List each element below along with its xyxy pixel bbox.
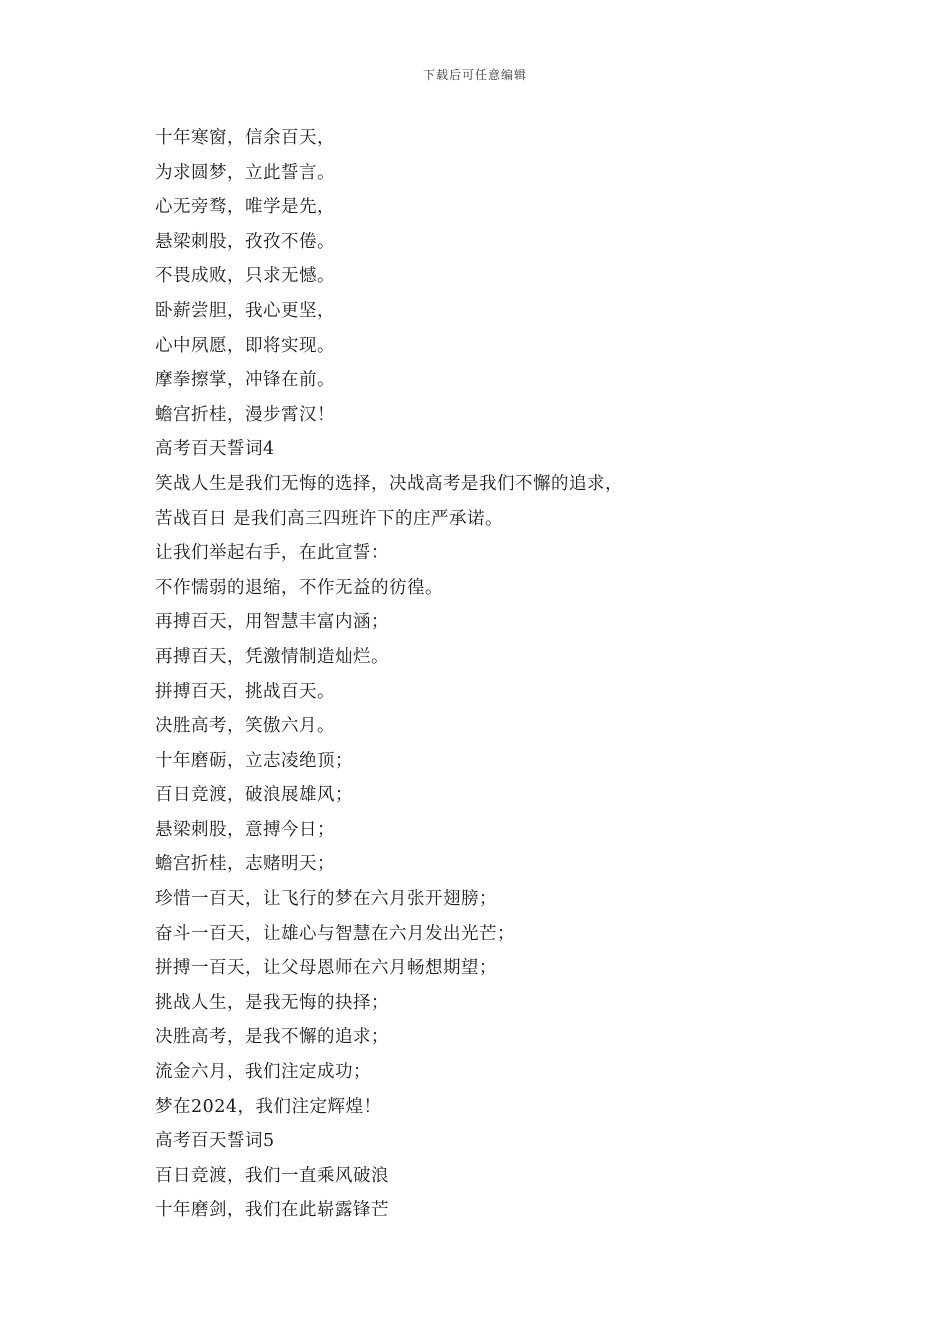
document-body	[155, 124, 855, 1231]
page-header: 下载后可任意编辑	[422, 68, 527, 82]
text-line: 蟾宫折桂，漫步霄汉！	[155, 404, 335, 425]
text-line: 十年寒窗，信余百天，	[155, 128, 335, 148]
text-line: 悬梁刺股，孜孜不倦。	[155, 231, 335, 252]
text-line: 百日竞渡，我们一直乘风破浪	[155, 1165, 389, 1186]
text-line: 不作懦弱的退缩，不作无益的彷徨。	[155, 577, 443, 598]
text-line: 为求圆梦，立此誓言。	[155, 162, 335, 183]
text-line: 挑战人生，是我无悔的抉择；	[155, 992, 389, 1013]
section-heading: 高考百天誓词5	[155, 1131, 275, 1152]
text-line: 心无旁骛，唯学是先，	[155, 197, 335, 218]
text-line: 不畏成败，只求无憾。	[155, 266, 335, 287]
text-line: 悬梁刺股，意搏今日；	[155, 819, 335, 840]
text-line: 决胜高考，是我不懈的追求；	[155, 1027, 389, 1048]
text-line: 流金六月，我们注定成功；	[155, 1062, 371, 1083]
text-line: 蟾宫折桂，志赌明天；	[155, 854, 335, 875]
text-line: 十年磨剑，我们在此崭露锋芒	[155, 1200, 389, 1221]
text-line: 再搏百天，用智慧丰富内涵；	[155, 612, 389, 633]
section-heading: 高考百天誓词4	[155, 439, 275, 460]
text-line: 卧薪尝胆，我心更坚，	[155, 300, 335, 321]
text-line: 让我们举起右手，在此宣誓：	[155, 543, 389, 564]
text-line: 奋斗一百天，让雄心与智慧在六月发出光芒；	[155, 923, 515, 944]
text-line: 心中夙愿，即将实现。	[155, 335, 335, 356]
text-line: 梦在2024，我们注定辉煌！	[155, 1096, 382, 1117]
text-line: 珍惜一百天，让飞行的梦在六月张开翅膀；	[155, 889, 497, 910]
text-line: 拼搏一百天，让父母恩师在六月畅想期望；	[155, 958, 497, 979]
text-line: 决胜高考，笑傲六月。	[155, 716, 335, 737]
text-line: 苦战百日 是我们高三四班许下的庄严承诺。	[155, 508, 504, 529]
text-line: 笑战人生是我们无悔的选择，决战高考是我们不懈的追求，	[155, 473, 623, 494]
text-line: 再搏百天，凭激情制造灿烂。	[155, 646, 389, 667]
text-line: 摩拳擦掌，冲锋在前。	[155, 370, 335, 391]
text-line: 百日竞渡，破浪展雄风；	[155, 785, 353, 806]
text-line: 十年磨砺，立志凌绝顶；	[155, 750, 353, 771]
text-line: 拼搏百天，挑战百天。	[155, 681, 335, 702]
